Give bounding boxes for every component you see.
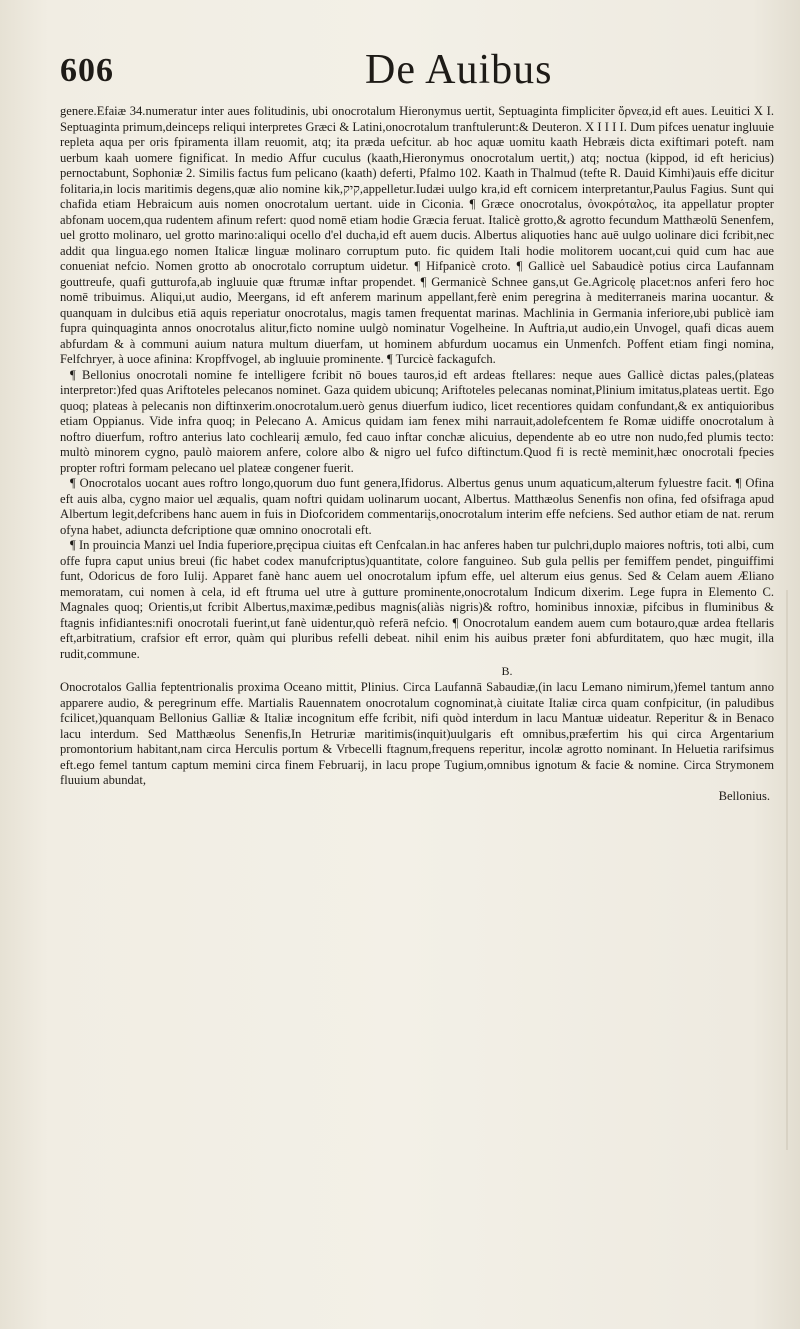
paragraph-isidorus: ¶ Onocrotalos uocant aues roftro longo,quorum duo funt genera,Ifidorus. Albertus genus unum aquaticum,alterum fyluestre facit. ¶ Ofina eft auis alba, cygno maior uel æqualis, quam noftri quidam uolinarum uocant, Albertus. Matthæolus Senenfis non ofina, fed ofsifraga apud Albertum legit,defcribens hanc auem in fuis in Diofcoridem commentariįs,onocrotalum interim effe nefciens. Sed author etiam de nat. rerum ofyna habet, adiuncta defcriptione quæ omnino onocrotali eft. [60, 476, 774, 537]
body-text [60, 104, 774, 804]
section-marker: B. [501, 664, 513, 678]
paragraph-manzi: ¶ In prouincia Manzi uel India fuperiore,pręcipua ciuitas eft Cenfcalan.in hac anferes haben tur pulchri,duplo maiores noftris, toti albi, cum offe fupra caput unius breui (fic habet codex manufcriptus)quantitate, colore fanguineo. Sub gula pellis per femiffem pendet, pinguiffimi funt, Odoricus de foro Iulij. Apparet fanè hanc auem uel onocrotalum ipfum effe, uel alterum eius genus. Sed & Celam auem Æliano memoratam, cui nomen à cela, id eft ftruma uel utre à gutture prominente,onocrotalum Indicum dixerim. Lege fupra in Elemento C. Magnales quoq; Orientis,ut fcribit Albertus,maximæ,pedibus magnis(aliàs nigris)& roftro, hominibus innoxiæ, pifcibus in fluminibus & ftagnis infidiantes:nifi onocrotali fuerint,ut fanè uidentur,quò referā nefcio. ¶ Onocrotalum eandem auem cum botauro,quæ ardea ftellaris eft,arbitratium, crafsior eft error, quàm qui pluribus refelli debeat. nihil enim his auibus præter foni abfurditatem, quo hæc mugit, illa rudit,commune. [60, 538, 774, 661]
running-head: De Auibus [365, 47, 553, 93]
paragraph-bellonius: ¶ Bellonius onocrotali nomine fe intelligere fcribit nō boues tauros,id eft ardeas ftellares: neque aues Gallicè dictas pales,(plateas interpretor:)fed quas Ariftoteles pelecanos nominet. Gaza quidem ubicunq; Ariftoteles pelecanas nominat,Plinium imitatus,plateas uertit. Ego quoq; plateas à pelecanis non diftinxerim.onocrotalum.uerò genus diuerfum iudico, licet recentiores quidam confundant,& ex antiquioribus etiam Oppianus. Vide infra quoq; in Pelecano A. Amicus quidam iam fenex mihi narrauit,adolefcentem fe Romæ uidiffe onocrotalum à noftro diuerfum, roftro anterius lato cochleariį æmulo, fed cauo inftar conchæ alicuius, dependente ab eo utre non nudo,fed plumis tecto: multò minorem cygno, paulò maiorem anfere, colore albo & nigro uel fufco diftinctum.Quod fi is rectè meminit,hæc onocrotali fpecies propter roftri formam pelecano uel plateæ congener fuerit. [60, 367, 774, 475]
page-number: 606 [60, 52, 114, 89]
paragraph-gallia: Onocrotalos Gallia feptentrionalis proxima Oceano mittit, Plinius. Circa Laufannā Sabaudiæ,(in lacu Lemano nimirum,)femel tantum anno apparere audio, & peregrinum effe. Martialis Rauennatem onocrotalum cognominat,à ciuitate Italiæ circa quam confpicitur, (in paludibus fcilicet,)quanquam Bellonius Galliæ & Italiæ incognitum effe fcribit, nifi quòd interdum in lacu Mantuæ uideatur. Reperitur & in Benaco lacu interdum. Sed Matthæolus Senenfis,In Hetruriæ maritimis(inquit)uulgaris eft omnibus,præfertim his qui circa Argentarium promontorium habitant,nam circa Herculis portum & Vrbecelli ftagnum,frequens reperitur, incolæ agrotto nominant. In Heluetia rarifsimus eft.ego femel tantum captum memini circa finem Februarij, in lacu prope Tugium,omnibus ignotum & facie & nomine. Circa Strymonem fluuium abundat, [60, 680, 774, 787]
paragraph-names: genere.Efaiæ 34.numeratur inter aues folitudinis, ubi onocrotalum Hieronymus uertit, Septuaginta fimpliciter ὄρνεα,id eft aues. Leuitici X I. Septuaginta primum,deinceps reliqui interpretes Græci & Latini,onocrotalum tranftulerunt:& Deuteron. X I I I I. Dum pifces uenatur ingluuie repleta aqua per oris fpiramenta illam reuomit, atq; ita præda uefcitur. ab hoc aquæ uomitu kaath Hebræis dicta exiftimari poteft. nam uerbum kaah uomere fignificat. In medio Affur cuculus (kaath,Hieronymus onocrotalum uertit,) atq; noctua (kippod, id eft hericius) pernoctabunt, Sophoniæ 2. Similis factus fum pelicano (kaath) deferti, Pfalmo 102. Kaath in Thalmud (tefte R. Dauid Kimhi)auis effe dicitur folitaria,in locis maritimis degens,quæ alio nomine kik,קיק,appelletur.Iudæi uulgo kra,id eft cornicem interpretantur,Paulus Fagius. Sunt qui chafida etiam Hebraicum auis nomen onocrotalum uertant. uide in Ciconia. ¶ Græce onocrotalus, ὀνοκρόταλος, ita appellatur propter abfonam uocem,qua rudentem afinum refert: quod nomē etiam hodie Græcia feruat. Italicè grotto,& agrotto fecundum Matthæolū Senenfem, uel grotto molinaro, uel grotto marino:aliqui ocello d'el ducha,id eft auem ducis. Albertus aliquoties hanc auē uulgo uolinare dici fcribit,nec addit qua lingua.ego nomen Italicæ linguæ molinaro corruptum puto. fic quidem Itali hodie molitorem uocant,cui quid cum hac aue conueniat nefcio. Nomen grotto ab onocrotalo corruptum uidetur. ¶ Hifpanicè croto. ¶ Gallicè uel Sabaudicè potius circa Laufannam gouttreufe, quafi gutturofa,ab ingluuie quæ ftrumæ inftar propendet. ¶ Germanicè Schnee gans,ut Ge.Agricolę placet:nos anferi fero hoc nomē tribuimus. Aliqui,ut audio, Meergans, id eft anferem marinum appellant,ferè enim peregrina à mediterraneis marina uocantur. & quanquam in dulcibus etiā aquis reperiatur onocrotalus, magis tamen frequentat marinas. Machlinia in Germania inferiore,ubi publicè iam fupra quinquaginta annos onocrotalus alitur,ficto nomine uulgò nominatur Vogelheine. In Auftria,ut audio,ein Unvogel, quafi dicas auem abfurdam & à communi auium natura multum diuerfam, ut hominem abfurdum uocamus ein Unmenfch. Poffent etiam fingi nomina, Felfchryer, à uoce afinina: Kropffvogel, ab ingluuie prominente. ¶ Turcicè fackagufch. [60, 104, 774, 366]
page-header [30, 46, 770, 96]
page-edge-shadow [786, 590, 788, 1150]
catchword: Bellonius. [718, 788, 770, 803]
